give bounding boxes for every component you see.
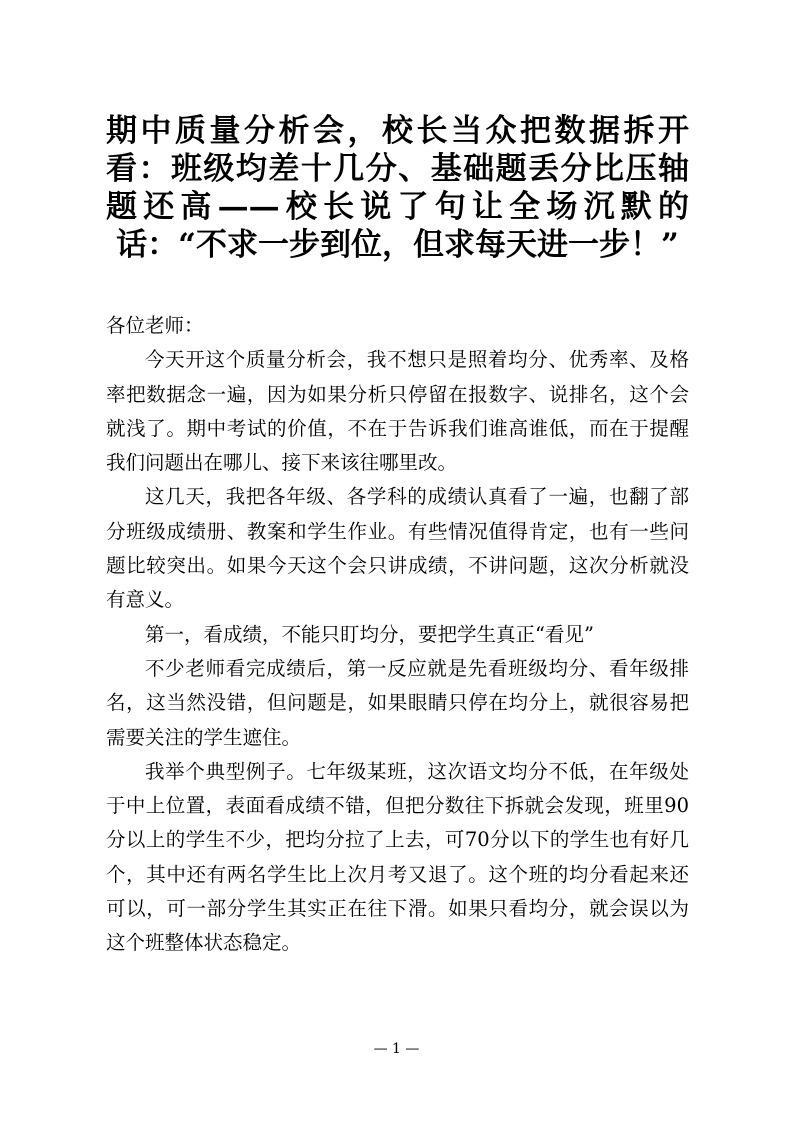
paragraph: 我举个典型例子。七年级某班，这次语文均分不低，在年级处于中上位置，表面看成绩不错，但把分数往下拆就会发现，班里90分以上的学生不少，把均分拉了上去，可70分以下的学生也有好几个，其中还有两名学生比上次月考又退了。这个班的均分看起来还可以，可一部分学生其实正在往下滑。如果只看均分，就会误以为这个班整体状态稳定。 — [106, 759, 689, 955]
paragraph: 这几天，我把各年级、各学科的成绩认真看了一遍，也翻了部分班级成绩册、教案和学生作业。有些情况值得肯定，也有一些问题比较突出。如果今天这个会只讲成绩，不讲问题，这次分析就没有意义。 — [106, 485, 689, 612]
document-body — [106, 309, 689, 961]
paragraph: 今天开这个质量分析会，我不想只是照着均分、优秀率、及格率把数据念一遍，因为如果分析只停留在报数字、说排名，这个会就浅了。期中考试的价值，不在于告诉我们谁高谁低，而在于提醒我们问题出在哪儿、接下来该往哪里改。 — [106, 348, 689, 475]
salutation: 各位老师： — [106, 314, 204, 337]
paragraph: 不少老师看完成绩后，第一反应就是先看班级均分、看年级排名，这当然没错，但问题是，如果眼睛只停在均分上，就很容易把需要关注的学生遮住。 — [106, 656, 689, 749]
page-number: — 1 — — [373, 1041, 420, 1057]
document-title: 期中质量分析会，校长当众把数据拆开看：班级均差十几分、基础题丢分比压轴题还高——校长说了句让全场沉默的话：“不求一步到位，但求每天进一步！” — [106, 113, 689, 263]
section-heading: 第一，看成绩，不能只盯均分，要把学生真正“看见” — [145, 622, 594, 646]
